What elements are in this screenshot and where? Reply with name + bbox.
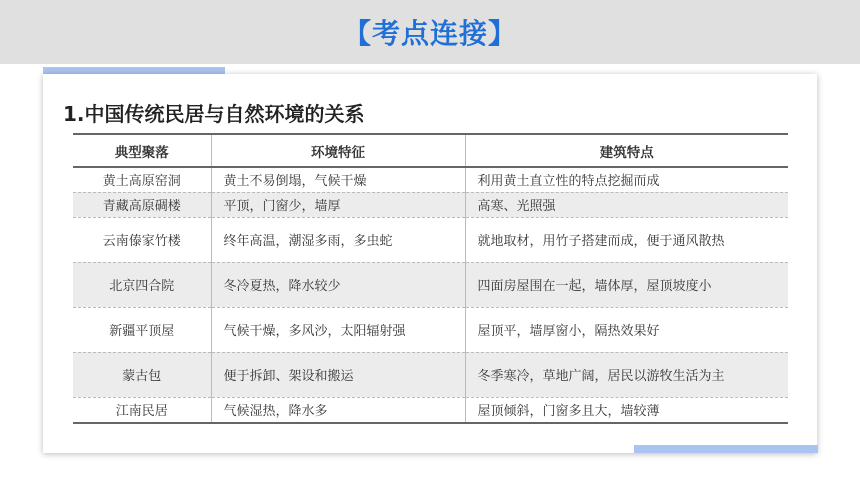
cell-environment: 气候干燥，多风沙，太阳辐射强 <box>211 307 465 352</box>
table-row <box>73 167 788 192</box>
header-bar <box>0 0 860 64</box>
table-row <box>73 217 788 262</box>
cell-architecture: 屋顶平，墙厚窗小，隔热效果好 <box>465 307 788 352</box>
cell-settlement: 新疆平顶屋 <box>73 307 211 352</box>
cell-architecture: 就地取材，用竹子搭建而成，便于通风散热 <box>465 217 788 262</box>
table-row <box>73 262 788 307</box>
cell-architecture: 四面房屋围在一起，墙体厚，屋顶坡度小 <box>465 262 788 307</box>
cell-settlement: 蒙古包 <box>73 352 211 397</box>
content-card <box>43 74 817 453</box>
table-row <box>73 397 788 423</box>
cell-architecture: 高寒、光照强 <box>465 192 788 217</box>
dwelling-table <box>73 133 788 424</box>
cell-environment: 终年高温，潮湿多雨，多虫蛇 <box>211 217 465 262</box>
column-header-settlement: 典型聚落 <box>73 134 211 167</box>
accent-bar-bottom <box>634 445 818 453</box>
table-row <box>73 192 788 217</box>
cell-environment: 黄土不易倒塌，气候干燥 <box>211 167 465 192</box>
cell-environment: 气候湿热，降水多 <box>211 397 465 423</box>
accent-bar-top <box>43 67 225 74</box>
column-header-environment: 环境特征 <box>211 134 465 167</box>
page-title: 【考点连接】 <box>342 17 517 50</box>
column-header-architecture: 建筑特点 <box>465 134 788 167</box>
cell-settlement: 黄土高原窑洞 <box>73 167 211 192</box>
cell-settlement: 青藏高原碉楼 <box>73 192 211 217</box>
cell-environment: 平顶，门窗少，墙厚 <box>211 192 465 217</box>
cell-architecture: 冬季寒冷，草地广阔，居民以游牧生活为主 <box>465 352 788 397</box>
cell-settlement: 北京四合院 <box>73 262 211 307</box>
table-header-row <box>73 134 788 167</box>
section-title: 1.中国传统民居与自然环境的关系 <box>63 102 365 126</box>
table-row <box>73 307 788 352</box>
cell-architecture: 利用黄土直立性的特点挖掘而成 <box>465 167 788 192</box>
table-row <box>73 352 788 397</box>
cell-settlement: 江南民居 <box>73 397 211 423</box>
cell-architecture: 屋顶倾斜，门窗多且大，墙较薄 <box>465 397 788 423</box>
cell-settlement: 云南傣家竹楼 <box>73 217 211 262</box>
cell-environment: 便于拆卸、架设和搬运 <box>211 352 465 397</box>
cell-environment: 冬冷夏热，降水较少 <box>211 262 465 307</box>
